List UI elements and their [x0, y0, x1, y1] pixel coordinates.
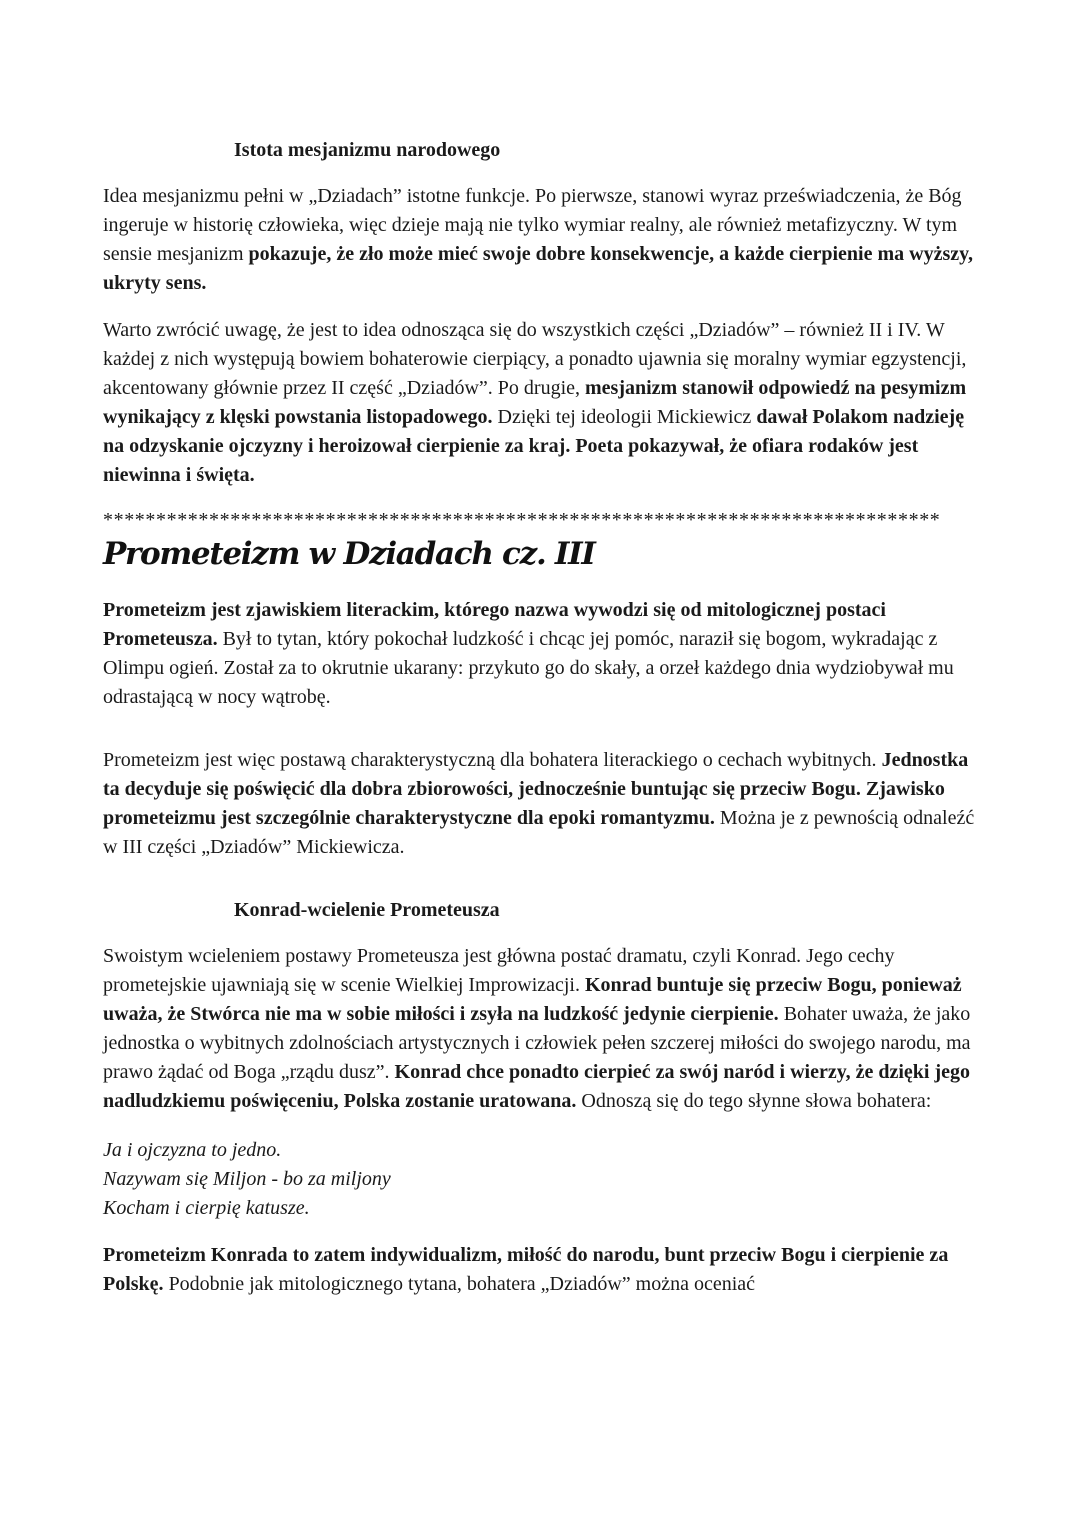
paragraph [103, 182, 983, 298]
text-run: Można je z pewnością odnaleźć w III części „Dziadów” Mickiewicza. [103, 807, 975, 858]
paragraph [103, 746, 983, 862]
text-run: Podobnie jak mitologicznego tytana, bohatera „Dziadów” można oceniać [163, 1273, 756, 1295]
text-run: Warto zwrócić uwagę, że jest to idea odnosząca się do wszystkich części „Dziadów” – również II i IV. W każdej z nich występują bowiem bohaterowie cierpiący, a ponadto ujawnia się moralny wymiar egzystencji, akcentowany głównie przez II część „Dziadów”. Po drugie, [103, 319, 967, 399]
paragraph [103, 596, 983, 712]
text-run: Był to tytan, który pokochał ludzkość i chcąc jej pomóc, naraził się bogom, wykradając z Olimpu ogień. Został za to okrutnie ukarany: przykuto go do skały, a orzeł każdego dnia wydziobywał mu odrastającą w nocy wątrobę. [103, 628, 954, 708]
text-run: Prometeizm jest więc postawą charakterystyczną dla bohatera literackiego o cechach wybitnych. [103, 749, 882, 771]
document-page [103, 136, 983, 1317]
page-title: Prometeizm w Dziadach cz. III [103, 536, 595, 572]
quote-line: Nazywam się Miljon - bo za miljony [103, 1168, 391, 1190]
section-heading-mesjanizm: Istota mesjanizmu narodowego [234, 139, 501, 161]
bold-text-run: mesjanizm stanowił odpowiedź na pesymizm wynikający z klęski powstania listopadowego. [103, 377, 967, 428]
quote-line: Ja i ojczyzna to jedno. [103, 1139, 282, 1161]
paragraph [103, 1241, 983, 1299]
bold-text-run: Konrad buntuje się przeciw Bogu, ponieważ uważa, że Stwórca nie ma w sobie miłości i zsyła na ludzkość jedynie cierpienie. [103, 974, 962, 1025]
bold-text-run: pokazuje, że zło może mieć swoje dobre konsekwencje, a każde cierpienie ma wyższy, ukryty sens. [103, 243, 974, 294]
separator-line: ******************************************************************************* [103, 509, 941, 531]
text-run: Swoistym wcieleniem postawy Prometeusza jest główna postać dramatu, czyli Konrad. Jego cechy prometejskie ujawniają się w scenie Wielkiej Improwizacji. [103, 945, 895, 996]
bold-text-run: Prometeizm jest zjawiskiem literackim, którego nazwa wywodzi się od mitologicznej postaci Prometeusza. [103, 599, 886, 650]
bold-text-run: dawał Polakom nadzieję na odzyskanie ojczyzny i heroizował cierpienie za kraj. Poeta pokazywał, że ofiara rodaków jest niewinna i święta. [103, 406, 965, 486]
bold-text-run: Konrad chce ponadto cierpieć za swój naród i wierzy, że dzięki jego nadludzkiemu poświęceniu, Polska zostanie uratowana. [103, 1061, 971, 1112]
bold-text-run: Jednostka ta decyduje się poświęcić dla dobra zbiorowości, jednocześnie buntując się przeciw Bogu. Zjawisko prometeizmu jest szczególnie charakterystyczne dla epoki romantyzmu. [103, 749, 969, 829]
bold-text-run: Prometeizm Konrada to zatem indywidualizm, miłość do narodu, bunt przeciw Bogu i cierpienie za Polskę. [103, 1244, 949, 1295]
quote-line: Kocham i cierpię katusze. [103, 1197, 310, 1219]
text-run: Dzięki tej ideologii Mickiewicz [492, 406, 757, 428]
text-run: Bohater uważa, że jako jednostka o wybitnych zdolnościach artystycznych i człowiek pełen szczerej miłości do swojego narodu, ma prawo żądać od Boga „rządu dusz”. [103, 1003, 971, 1083]
section-heading-konrad: Konrad-wcielenie Prometeusza [234, 899, 500, 921]
paragraph [103, 316, 983, 490]
text-run: Odnoszą się do tego słynne słowa bohatera: [576, 1090, 932, 1112]
poem-quote [103, 1136, 983, 1223]
text-run: Idea mesjanizmu pełni w „Dziadach” istotne funkcje. Po pierwsze, stanowi wyraz przeświadczenia, że Bóg ingeruje w historię człowieka, więc dzieje mają nie tylko wymiar realny, ale również metafizyczny. W tym sensie mesjanizm [103, 185, 962, 265]
paragraph [103, 942, 983, 1116]
